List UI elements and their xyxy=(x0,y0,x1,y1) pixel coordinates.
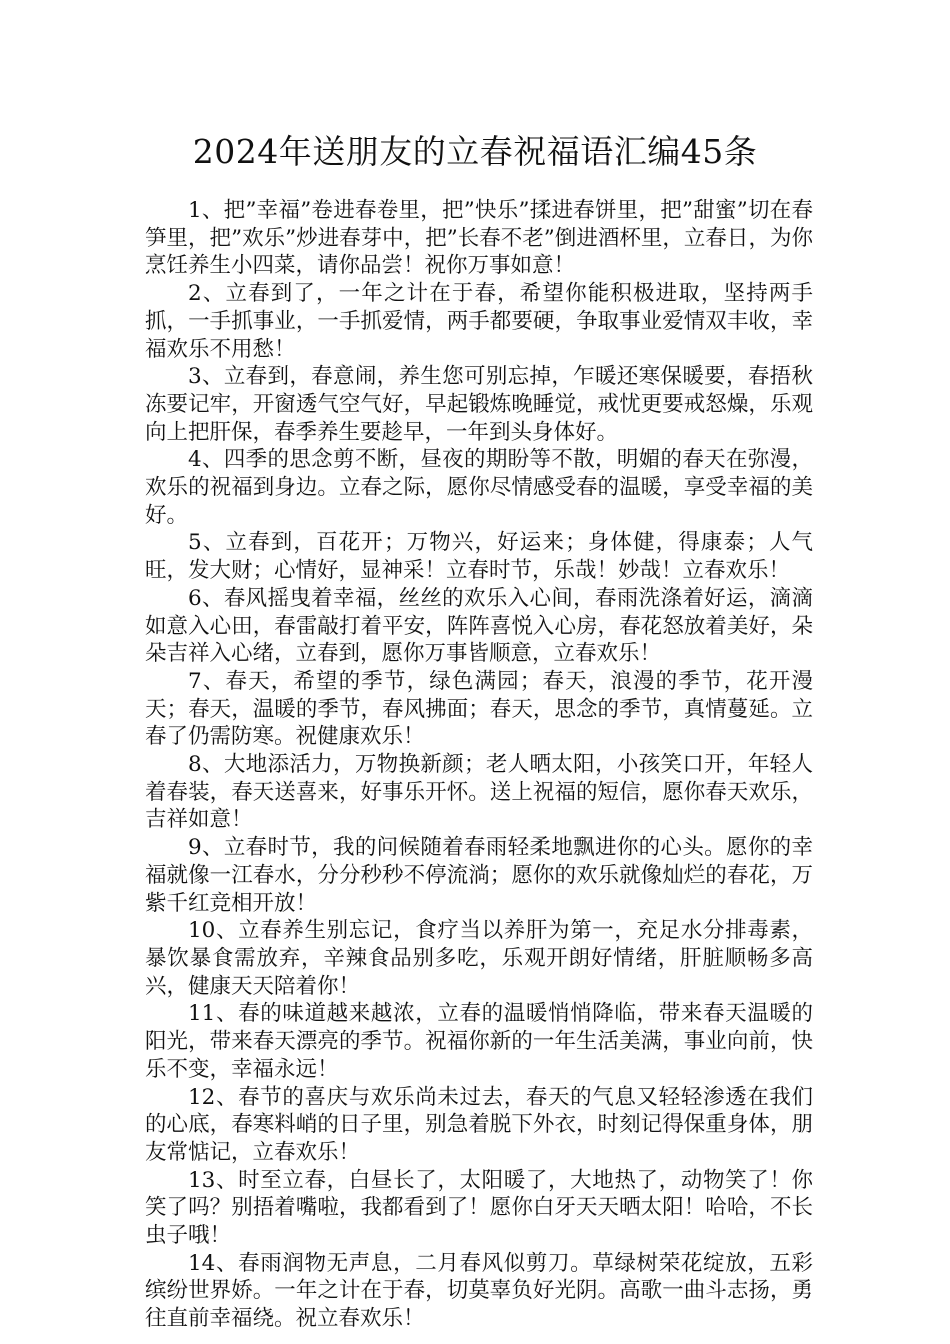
blessing-paragraph-6: 6、春风摇曳着幸福，丝丝的欢乐入心间，春雨洗涤着好运，滴滴如意入心田，春雷敲打着平安，阵阵喜悦入心房，春花怒放着美好，朵朵吉祥入心绪，立春到，愿你万事皆顺意，立春欢乐！ xyxy=(145,585,813,667)
blessing-paragraph-8: 8、大地添活力，万物换新颜；老人晒太阳，小孩笑口开，年轻人着春装，春天送喜来，好事乐开怀。送上祝福的短信，愿你春天欢乐，吉祥如意！ xyxy=(145,752,813,833)
blessing-paragraph-10: 10、立春养生别忘记，食疗当以养肝为第一，充足水分排毒素，暴饮暴食需放弃，辛辣食品别多吃，乐观开朗好情绪，肝脏顺畅多高兴，健康天天陪着你！ xyxy=(145,918,813,999)
blessing-paragraph-3: 3、立春到，春意闹，养生您可别忘掉，乍暖还寒保暖要，春捂秋冻要记牢，开窗透气空气好，早起锻炼晚睡觉，戒忧更要戒怒燥，乐观向上把肝保，春季养生要趁早，一年到头身体好。 xyxy=(145,364,813,445)
document-body xyxy=(145,197,813,1333)
blessing-paragraph-1: 1、把”幸福”卷进春卷里，把”快乐”揉进春饼里，把”甜蜜”切在春笋里，把”欢乐”炒进春芽中，把”长春不老”倒进酒杯里，立春日，为你烹饪养生小四菜，请你品尝！祝你万事如意！ xyxy=(145,198,813,279)
blessing-paragraph-11: 11、春的味道越来越浓，立春的温暖悄悄降临，带来春天温暖的阳光，带来春天漂亮的季节。祝福你新的一年生活美满，事业向前，快乐不变，幸福永远！ xyxy=(145,1001,813,1082)
blessing-paragraph-14: 14、春雨润物无声息，二月春风似剪刀。草绿树荣花绽放，五彩缤纷世界娇。一年之计在于春，切莫辜负好光阴。高歌一曲斗志扬，勇往直前幸福绕。祝立春欢乐！ xyxy=(145,1250,813,1332)
document-title: 2024年送朋友的立春祝福语汇编45条 xyxy=(192,132,758,171)
blessing-paragraph-12: 12、春节的喜庆与欢乐尚未过去，春天的气息又轻轻渗透在我们的心底，春寒料峭的日子里，别急着脱下外衣，时刻记得保重身体，朋友常惦记，立春欢乐！ xyxy=(145,1084,813,1165)
blessing-paragraph-5: 5、立春到，百花开；万物兴，好运来；身体健，得康泰；人气旺，发大财；心情好，显神采！立春时节，乐哉！妙哉！立春欢乐！ xyxy=(145,530,813,584)
blessing-paragraph-13: 13、时至立春，白昼长了，太阳暖了，大地热了，动物笑了！你笑了吗？别捂着嘴啦，我都看到了！愿你白牙天天晒太阳！哈哈，不长虫子哦！ xyxy=(145,1167,813,1249)
blessing-paragraph-4: 4、四季的思念剪不断，昼夜的期盼等不散，明媚的春天在弥漫，欢乐的祝福到身边。立春之际，愿你尽情感受春的温暖，享受幸福的美好。 xyxy=(145,447,813,528)
blessing-paragraph-7: 7、春天，希望的季节，绿色满园；春天，浪漫的季节，花开漫天；春天，温暖的季节，春风拂面；春天，思念的季节，真情蔓延。立春了仍需防寒。祝健康欢乐！ xyxy=(145,668,813,750)
blessing-paragraph-2: 2、立春到了，一年之计在于春，希望你能积极进取，坚持两手抓，一手抓事业，一手抓爱情，两手都要硬，争取事业爱情双丰收，幸福欢乐不用愁！ xyxy=(145,281,813,362)
blessing-paragraph-9: 9、立春时节，我的问候随着春雨轻柔地飘进你的心头。愿你的幸福就像一江春水，分分秒秒不停流淌；愿你的欢乐就像灿烂的春花，万紫千红竞相开放！ xyxy=(145,835,813,916)
